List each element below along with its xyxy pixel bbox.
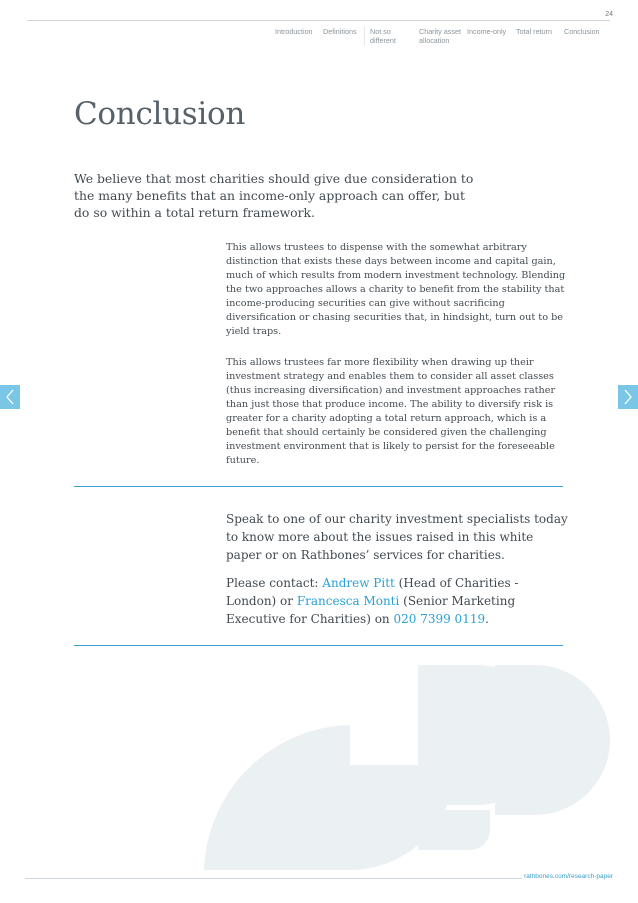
deco-quarter-large — [204, 725, 350, 870]
nav-divider — [364, 27, 365, 45]
nav-item-charity-asset-allocation[interactable]: Charity asset allocation — [419, 27, 461, 45]
contact-role-1: (Head of Charities - London) or — [226, 576, 519, 608]
nav-item-income-only[interactable]: Income-only — [467, 27, 507, 36]
cta-paragraph: Speak to one of our charity investment specialists today to know more about the issues raised in this white paper or on Rathbones’ services for charities. — [226, 512, 568, 562]
decorative-shapes — [190, 660, 620, 875]
divider-top — [74, 486, 563, 487]
chevron-right-icon — [622, 389, 634, 405]
contact-link-andrew-pitt[interactable]: Andrew Pitt — [322, 576, 395, 590]
nav-item-introduction[interactable]: Introduction — [275, 27, 313, 36]
header-rule — [27, 20, 610, 21]
nav-item-total-return[interactable]: Total return — [516, 27, 552, 36]
next-page-button[interactable] — [618, 385, 638, 409]
contact-suffix: . — [485, 612, 489, 626]
prev-page-button[interactable] — [0, 385, 20, 409]
nav-item-not-so-different[interactable]: Not so different — [370, 27, 396, 45]
body-paragraph-1: This allows trustees to dispense with the somewhat arbitrary distinction that exists these days between income and capital gain, much of which results from modern investment technology. Blending the two approaches allows a charity to benefit from the stability that income-producing securities can give without sacrificing diversification or chasing securities that, in hindsight, turn out to be yield traps. — [226, 242, 566, 337]
page-number: 24 — [605, 11, 613, 18]
deco-rounded-block — [495, 665, 610, 815]
footer-rule — [25, 878, 522, 879]
page-title: Conclusion — [74, 96, 246, 132]
contact-prefix: Please contact: — [226, 576, 323, 590]
nav-item-definitions[interactable]: Definitions — [323, 27, 357, 36]
footer-url-link[interactable]: rathbones.com/research-paper — [524, 873, 613, 880]
chevron-left-icon — [4, 389, 16, 405]
lead-paragraph: We believe that most charities should give due consideration to the many benefits that an income-only approach can offer, but do so within a total return framework. — [74, 171, 474, 220]
body-paragraph-2: This allows trustees far more flexibility when drawing up their investment strategy and enables them to consider all asset classes (thus increasing diversification) and investment approaches rather than just those that produce income. The ability to diversify risk is greater for a charity adopting a total return approach, which is a benefit that should certainly be considered given the challenging investment environment that is likely to persist for the foreseeable future. — [226, 357, 556, 466]
nav-item-conclusion[interactable]: Conclusion — [564, 27, 600, 36]
divider-bottom — [74, 645, 563, 646]
contact-phone-link[interactable]: 020 7399 0119 — [393, 612, 486, 626]
contact-paragraph — [226, 574, 571, 628]
contact-link-francesca-monti[interactable]: Francesca Monti — [296, 594, 400, 608]
deco-small-block — [418, 810, 490, 850]
contact-role-2: (Senior Marketing Executive for Charities) on — [226, 594, 516, 626]
